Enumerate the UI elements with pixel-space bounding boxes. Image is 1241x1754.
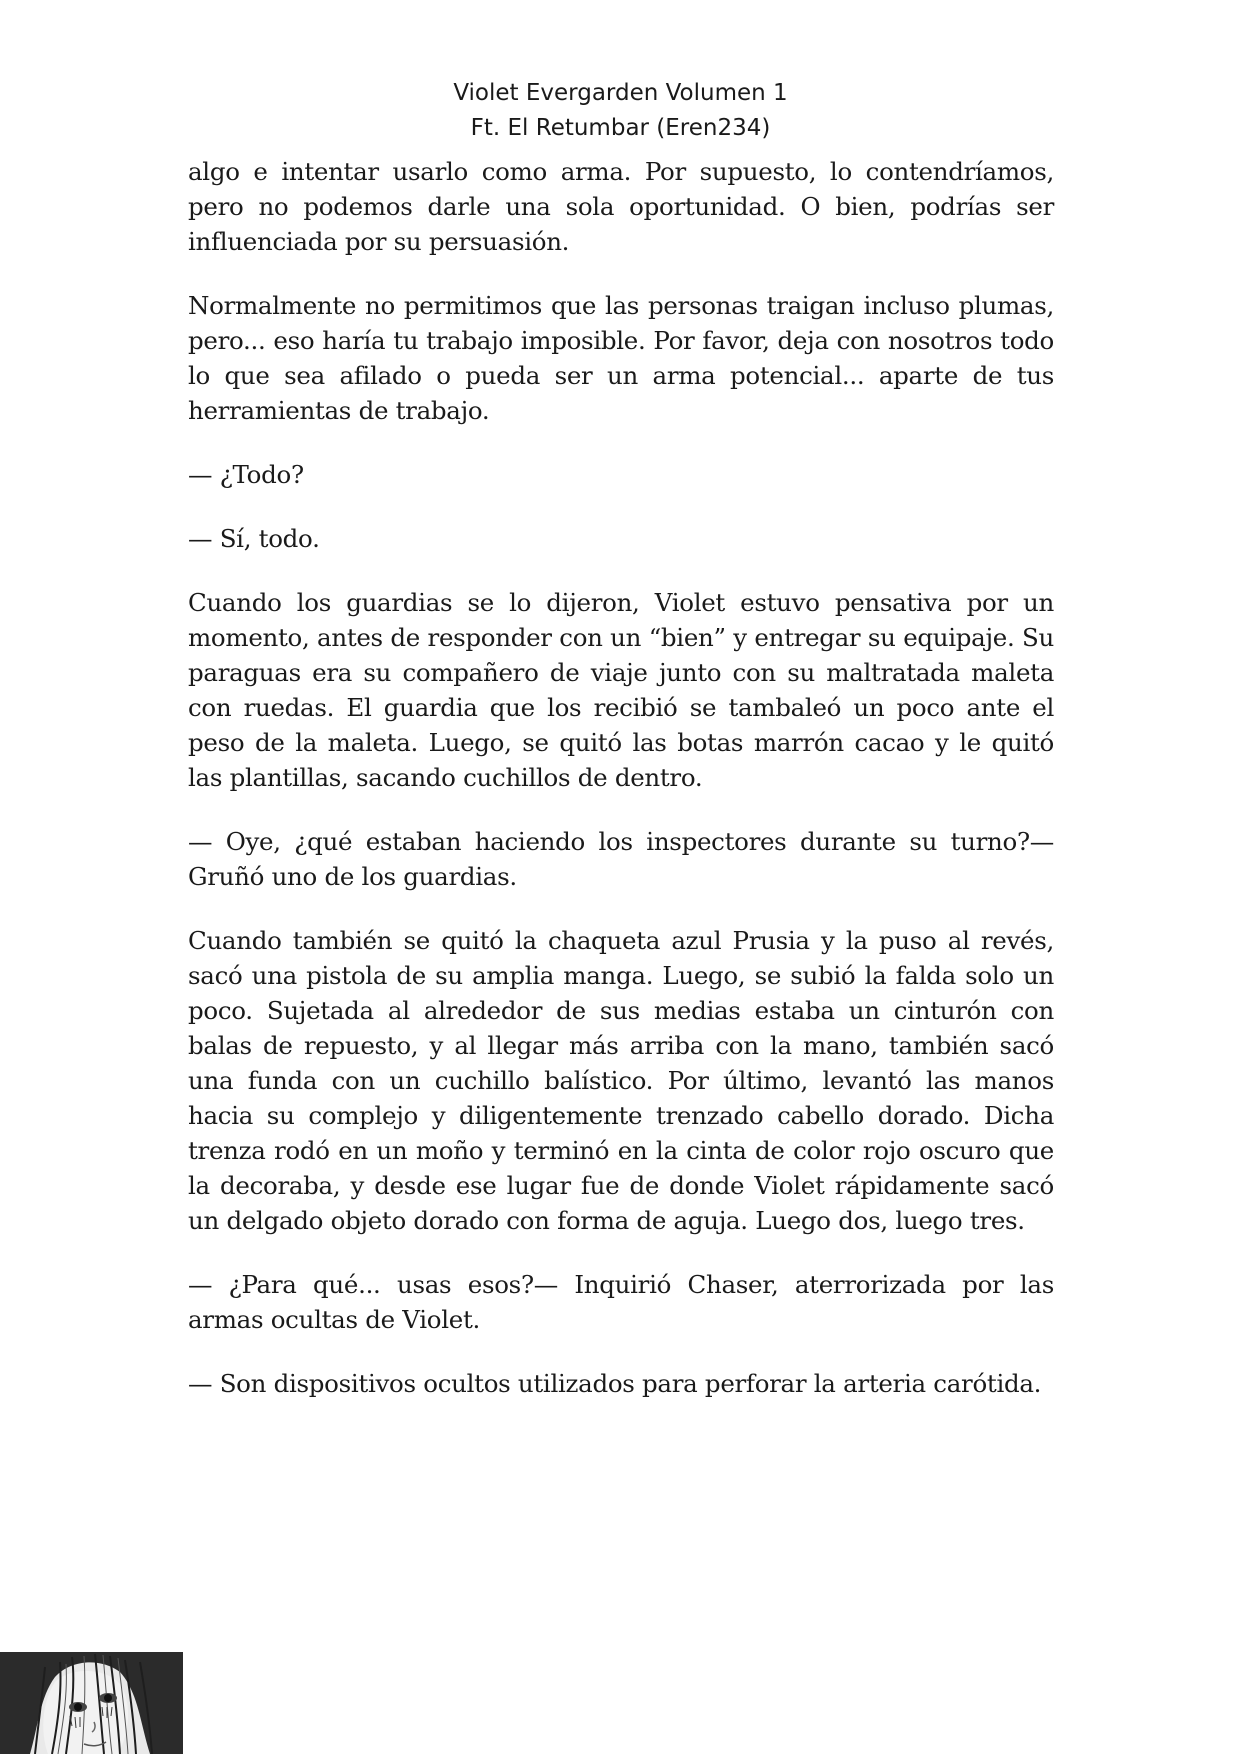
paragraph: algo e intentar usarlo como arma. Por supuesto, lo contendríamos, pero no podemos darle una sola oportunidad. O bien, podrías ser influenciada por su persuasión. xyxy=(188,157,1054,256)
dialogue-line: — Sí, todo. xyxy=(188,524,320,553)
paragraph: Cuando también se quitó la chaqueta azul Prusia y la puso al revés, sacó una pistola de su amplia manga. Luego, se subió la falda solo un poco. Sujetada al alrededor de sus medias estaba un cinturón con balas de repuesto, y al llegar más arriba con la mano, también sacó una funda con un cuchillo balístico. Por último, levantó las manos hacia su complejo y diligentemente trenzado cabello dorado. Dicha trenza rodó en un moño y terminó en la cinta de color rojo oscuro que la decoraba, y desde ese lugar fue de donde Violet rápidamente sacó un delgado objeto dorado con forma de aguja. Luego dos, luego tres. xyxy=(188,926,1054,1235)
dialogue-line: — ¿Para qué... usas esos?— Inquirió Chaser, aterrorizada por las armas ocultas de Violet. xyxy=(188,1270,1054,1334)
paragraph: Normalmente no permitimos que las personas traigan incluso plumas, pero... eso haría tu trabajo imposible. Por favor, deja con nosotros todo lo que sea afilado o pueda ser un arma potencial... aparte de tus herramientas de trabajo. xyxy=(188,291,1054,425)
dialogue-line: — ¿Todo? xyxy=(188,460,304,489)
dialogue-line: — Oye, ¿qué estaban haciendo los inspectores durante su turno?— Gruñó uno de los guardias. xyxy=(188,827,1054,891)
header-title: Violet Evergarden Volumen 1 xyxy=(453,80,788,106)
paragraph: Cuando los guardias se lo dijeron, Violet estuvo pensativa por un momento, antes de responder con un “bien” y entregar su equipaje. Su paraguas era su compañero de viaje junto con su maltratada maleta con ruedas. El guardia que los recibió se tambaleó un poco ante el peso de la maleta. Luego, se quitó las botas marrón cacao y le quitó las plantillas, sacando cuchillos de dentro. xyxy=(188,588,1054,792)
page-header xyxy=(0,76,1241,146)
header-credit: Ft. El Retumbar (Eren234) xyxy=(470,115,771,141)
dialogue-line: — Son dispositivos ocultos utilizados para perforar la arteria carótida. xyxy=(188,1369,1042,1398)
document-body xyxy=(188,154,1054,1430)
manga-face-illustration xyxy=(0,1652,183,1754)
